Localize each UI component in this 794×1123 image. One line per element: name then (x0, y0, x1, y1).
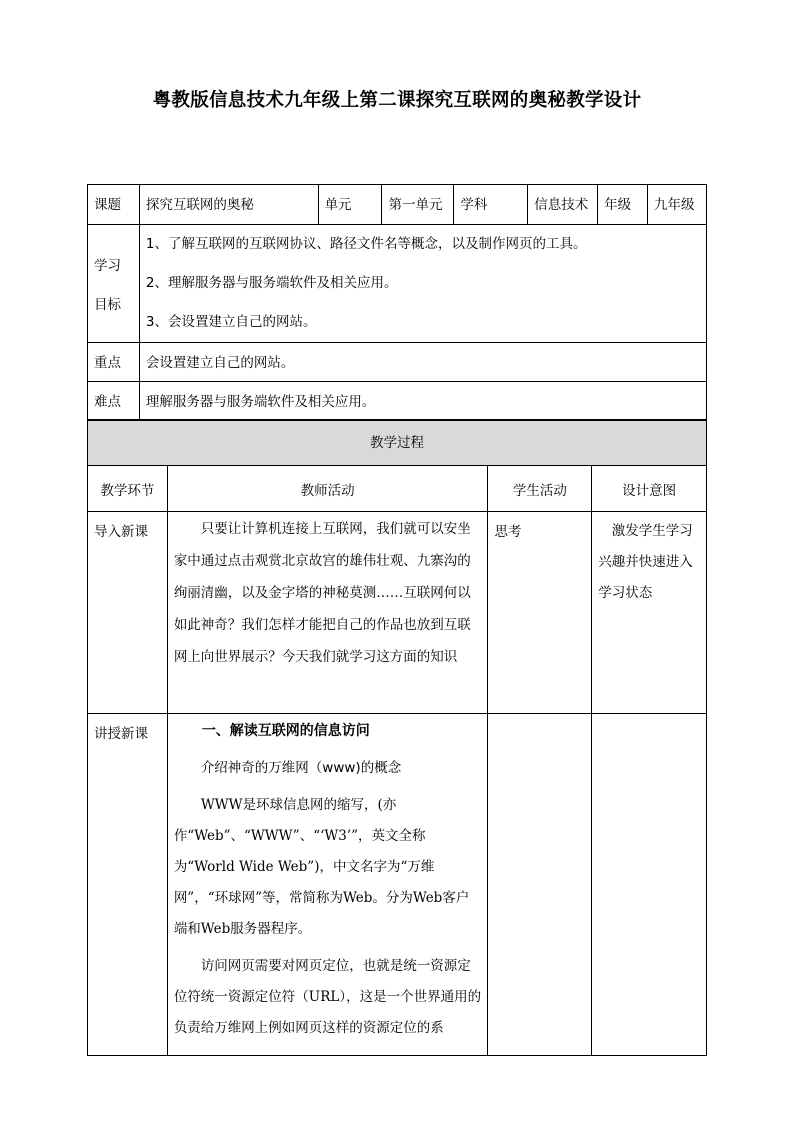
lecture-intent (592, 714, 707, 1056)
unit-value: 第一单元 (382, 185, 454, 225)
intro-teacher-cell (167, 512, 488, 714)
grade-label: 年级 (598, 185, 648, 225)
intro-intent: 激发学生学习兴趣并快速进入学习状态 (592, 512, 707, 714)
course-info-table (87, 184, 707, 420)
process-title: 教学过程 (88, 421, 707, 466)
lecture-paragraph: 访问网页需要对网页定位，也就是统一资源定位符统一资源定位符（URL），这是一个世界通用的负责给万维网上例如网页这样的资源定位的系 (173, 958, 482, 1036)
difficulty-label: 难点 (88, 382, 140, 420)
header-stage: 教学环节 (88, 466, 168, 512)
objectives-label-line2: 目标 (94, 297, 121, 313)
teaching-process-table (87, 420, 707, 1056)
objective-item: 3、会设置建立自己的网站。 (145, 314, 317, 330)
objectives-content (139, 225, 706, 343)
lecture-student (488, 714, 592, 1056)
header-teacher: 教师活动 (167, 466, 488, 512)
topic-value: 探究互联网的奥秘 (139, 185, 318, 225)
topic-label: 课题 (88, 185, 140, 225)
lecture-paragraph: WWW是环球信息网的缩写，(亦作“Web”、“WWW”、“‘W3’”，英文全称为“World Wide Web”)，中文名字为“万维网”，“环球网”等，常简称为Web。分为Web客户端和Web服务器程序。 (173, 797, 470, 937)
objectives-label (88, 225, 140, 343)
page-title: 粤教版信息技术九年级上第二课探究互联网的奥秘教学设计 (152, 90, 642, 111)
grade-value: 九年级 (648, 185, 707, 225)
key-point-label: 重点 (88, 343, 140, 382)
subject-label: 学科 (454, 185, 528, 225)
objectives-label-line1: 学习 (94, 258, 121, 274)
lecture-stage: 讲授新课 (88, 714, 168, 1056)
intro-teacher-text: 只要让计算机连接上互联网，我们就可以安坐家中通过点击观赏北京故宫的雄伟壮观、九寨沟的绚丽清幽，以及金字塔的神秘莫测……互联网何以如此神奇？我们怎样才能把自己的作品也放到互联网上向世界展示？今天我们就学习这方面的知识 (173, 521, 471, 665)
unit-label: 单元 (318, 185, 382, 225)
objective-item: 2、理解服务器与服务端软件及相关应用。 (145, 275, 398, 291)
intro-student: 思考 (488, 512, 592, 714)
key-point-text: 会设置建立自己的网站。 (139, 343, 706, 382)
section-heading: 一、解读互联网的信息访问 (201, 723, 370, 739)
lecture-paragraph: 介绍神奇的万维网（www)的概念 (200, 760, 402, 776)
intro-stage: 导入新课 (88, 512, 168, 714)
objective-item: 1、了解互联网的互联网协议、路径文件名等概念，以及制作网页的工具。 (145, 236, 587, 252)
lecture-teacher-cell (167, 714, 488, 1056)
header-intent: 设计意图 (592, 466, 707, 512)
subject-value: 信息技术 (528, 185, 598, 225)
difficulty-text: 理解服务器与服务端软件及相关应用。 (139, 382, 706, 420)
header-student: 学生活动 (488, 466, 592, 512)
